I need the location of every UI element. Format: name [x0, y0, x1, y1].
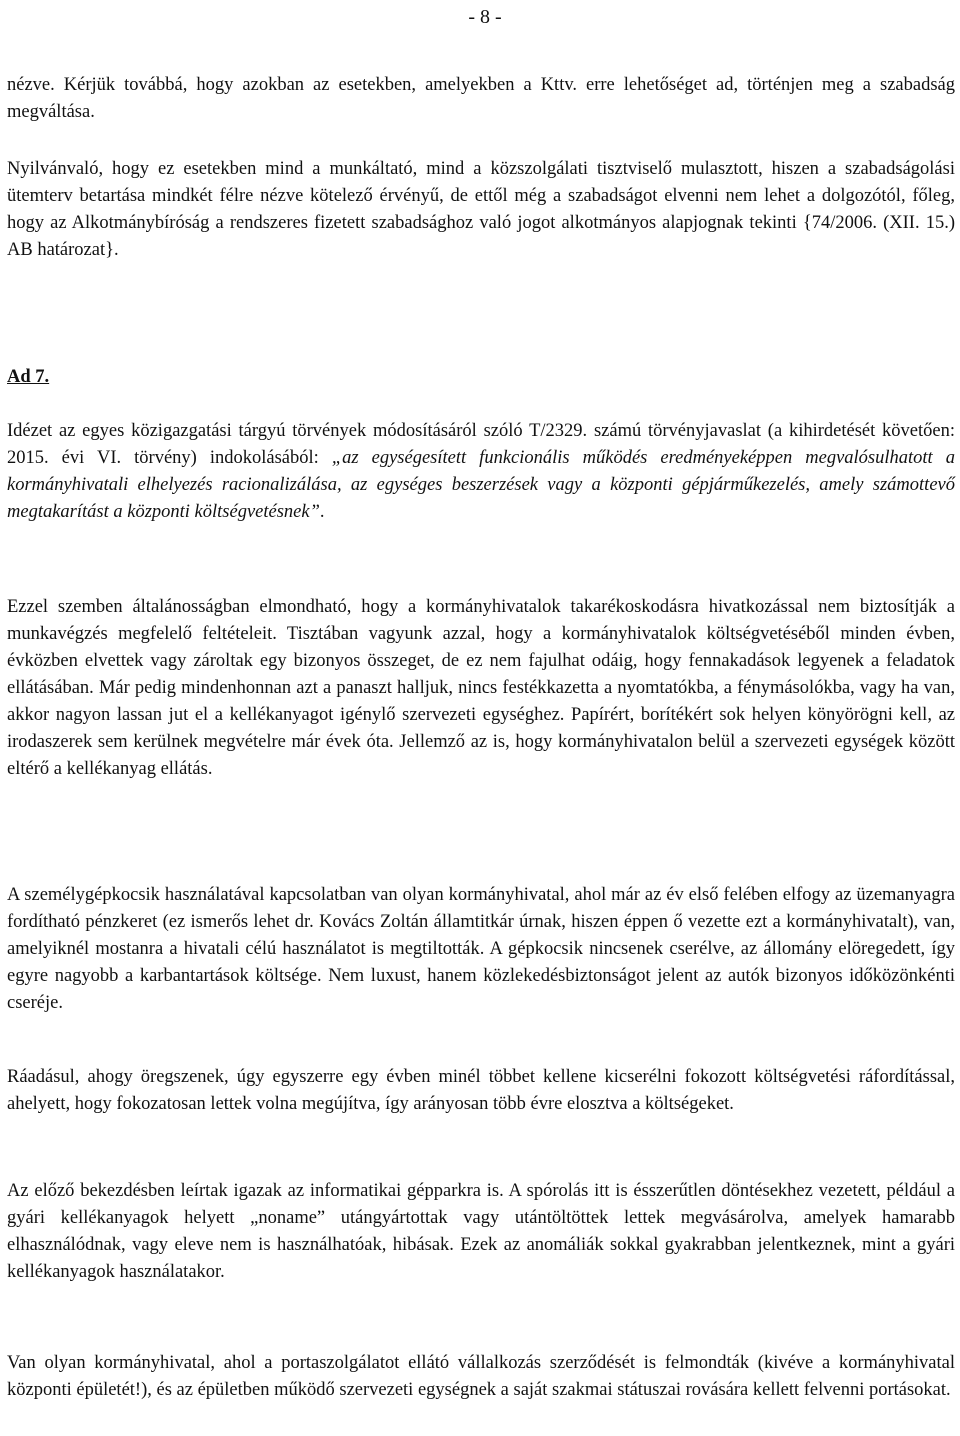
- section-heading-ad7: Ad 7.: [7, 367, 50, 387]
- paragraph-4: Ezzel szemben általánosságban elmondható, hogy a kormányhivatalok takarékoskodásra hivatkozással nem biztosítják a munkavégzés megfelelő feltételeit. Tisztában vagyunk azzal, hogy a kormányhivatalok költségvetéséből minden évben, évközben elvettek vagy zároltak egy bizonyos összeget, de ez nem fajulhat odáig, hogy fennakadások legyenek a feladatok ellátásában. Már pedig mindenhonnan azt a panaszt halljuk, nincs festékkazetta a nyomtatókba, a fénymásolókba, vagy ha van, akkor nagyon lassan jut el a kellékanyagot igénylő szervezeti egységhez. Papírért, borítékért sok helyen könyörögni kell, az irodaszerek sem kerülnek megvételre már évek óta. Jellemző az is, hogy kormányhivatalon belül a szervezeti egységek között eltérő a kellékanyag ellátás.: [7, 597, 955, 779]
- paragraph-8: Van olyan kormányhivatal, ahol a portaszolgálatot ellátó vállalkozás szerződését is felmondták (kivéve a kormányhivatal központi épületét!), és az épületben működő szervezeti egységnek a saját szakmai státuszai rovására kellett felvenni portásokat.: [7, 1353, 955, 1400]
- paragraph-7: Az előző bekezdésben leírtak igazak az informatikai gépparkra is. A spórolás itt is ésszerűtlen döntésekhez vezetett, például a gyári kellékanyagok helyett „noname” utángyártottak vagy utántöltöttek lettek megvásárolva, amelyek hamarabb elhasználódnak, vagy eleve nem is használhatóak, hibásak. Ezek az anomáliák sokkal gyakrabban jelentkeznek, mint a gyári kellékanyagok használatakor.: [7, 1181, 955, 1282]
- paragraph-3: [7, 418, 955, 526]
- paragraph-6: Ráadásul, ahogy öregszenek, úgy egyszerre egy évben minél többet kellene kicserélni fokozott költségvetési ráfordítással, ahelyett, hogy fokozatosan lettek volna megújítva, így arányosan több évre elosztva a költségeket.: [7, 1067, 955, 1114]
- document-page: [7, 0, 955, 1436]
- quote-text: „az egységesített funkcionális működés eredményeképpen megvalósulhatott a kormányhivatali elhelyezés racionalizálása, az egységes beszerzések vagy a központi gépjárműkezelés, amely számottevő megtakarítást a központi költségvetésnek”: [7, 448, 955, 522]
- paragraph-5: A személygépkocsik használatával kapcsolatban van olyan kormányhivatal, ahol már az év első felében elfogy az üzemanyagra fordítható pénzkeret (ez ismerős lehet dr. Kovács Zoltán államtitkár úrnak, hiszen éppen ő vezette ezt a kormányhivatalt), van, amelyiknél mostanra a hivatali célú használatot is megtiltották. A gépkocsik nincsenek cserélve, az állomány elöregedett, így egyre nagyobb a karbantartások költsége. Nem luxust, hanem közlekedésbiztonságot jelent az autók bizonyos időközönkénti cseréje.: [7, 885, 955, 1013]
- paragraph-2: Nyilvánvaló, hogy ez esetekben mind a munkáltató, mind a közszolgálati tisztviselő mulasztott, hiszen a szabadságolási ütemterv betartása mindkét félre nézve kötelező érvényű, de ettől még a szabadságot elvenni nem lehet a dolgozótól, főleg, hogy az Alkotmánybíróság a rendszeres fizetett szabadsághoz való jogot alkotmányos alapjognak tekinti {74/2006. (XII. 15.) AB határozat}.: [7, 159, 955, 260]
- paragraph-1: nézve. Kérjük továbbá, hogy azokban az esetekben, amelyekben a Kttv. erre lehetőséget ad, történjen meg a szabadság megváltása.: [7, 75, 955, 122]
- quote-end: .: [319, 502, 325, 522]
- quote-intro: Idézet az egyes közigazgatási tárgyú törvények módosításáról szóló T/2329. számú törvényjavaslat (a kihirdetését követően: 2015. évi VI. törvény) indokolásából:: [7, 421, 955, 468]
- page-number: - 8 -: [468, 6, 502, 28]
